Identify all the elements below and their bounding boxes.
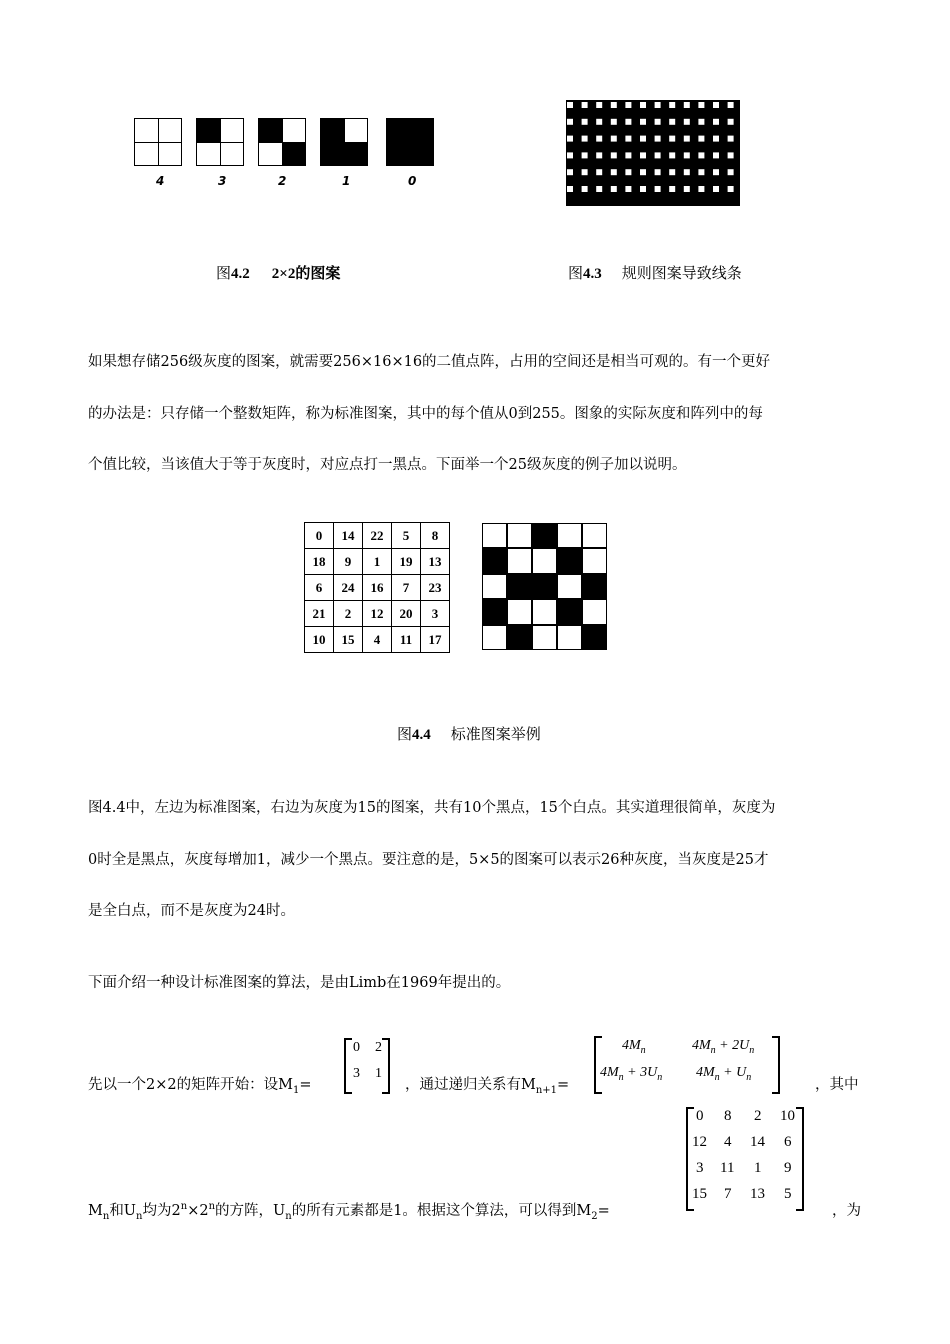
white-dot [582,119,588,125]
m2-cell: 8 [724,1108,732,1124]
figure-4-3-caption: 图4.3 规则图案导致线条 [568,264,742,282]
white-dot [698,136,704,142]
white-dot [582,548,607,573]
white-dot [507,523,532,548]
white-dot [684,186,690,192]
m2-right-bracket [796,1107,804,1211]
matrix-cell: 13 [421,549,450,575]
white-dot [669,136,675,142]
matrix-cell: 16 [363,575,392,601]
white-dot [582,102,588,108]
pattern-tile-3 [196,118,244,166]
white-dot [713,152,719,158]
para2-line2: 0时全是黑点，灰度每增加1，减少一个黑点。要注意的是，5×5的图案可以表示26种灰度，当灰度是25才 [88,852,769,868]
white-dot [728,119,734,125]
matrix-cell: 8 [421,523,450,549]
tile-label-0: 0 [408,174,417,188]
white-dot [625,102,631,108]
white-dot [640,136,646,142]
white-dot [567,102,573,108]
white-dot [582,599,607,624]
white-dot [625,169,631,175]
white-dot [596,169,602,175]
white-dot [713,102,719,108]
matrix-cell: 5 [392,523,421,549]
para4-start: 先以一个2×2的矩阵开始：设$M_1=$ [88,1077,312,1096]
mn1-right-bracket [772,1036,780,1094]
matrix-cell: 15 [334,627,363,653]
white-dot [698,152,704,158]
tile-label-1: 1 [342,174,351,188]
white-dot [611,152,617,158]
para3-line1: 下面介绍一种设计标准图案的算法，是由Limb在1969年提出的。 [88,975,511,991]
matrix-cell: 3 [421,601,450,627]
black-dot [507,625,532,650]
white-dot [567,169,573,175]
white-dot [557,574,582,599]
figure-4-2-caption: 图4.2 2×2的图案 [216,264,341,282]
white-dot [482,625,507,650]
para1-line2: 的办法是：只存储一个整数矩阵，称为标准图案，其中的每个值从0到255。图象的实际灰度和阵列中的每 [88,406,763,422]
white-dot [713,186,719,192]
m2-cell: 7 [724,1186,732,1202]
white-dot [557,523,582,548]
m2-cell: 4 [724,1134,732,1150]
white-dot [640,186,646,192]
white-dot [684,119,690,125]
white-dot [728,169,734,175]
m1-right-bracket [382,1038,390,1094]
white-dot [728,152,734,158]
m2-cell: 9 [784,1160,792,1176]
mn1-r1c1: $4M_n$ [622,1038,646,1056]
white-dot [684,136,690,142]
m2-cell: 6 [784,1134,792,1150]
white-dot [567,152,573,158]
para1-line1: 如果想存储256级灰度的图案，就需要256×16×16的二值点阵，占用的空间还是相当可观的。有一个更好 [88,354,771,370]
white-dot [625,186,631,192]
para2-line1: 图4.4中，左边为标准图案，右边为灰度为15的图案，共有10个黑点，15个白点。其实道理很简单，灰度为 [88,800,776,816]
white-dot [698,102,704,108]
pattern-tile-4 [134,118,182,166]
matrix-cell: 11 [392,627,421,653]
white-dot [684,152,690,158]
white-dot [596,119,602,125]
m2-cell: 5 [784,1186,792,1202]
black-dot [557,599,582,624]
pattern-tile-2 [258,118,306,166]
matrix-cell: 1 [363,549,392,575]
white-dot [713,136,719,142]
para4-mid: ，通过递归关系有$M_{n+1}=$ [405,1077,570,1096]
white-dot [698,119,704,125]
matrix-cell: 17 [421,627,450,653]
matrix-cell: 12 [363,601,392,627]
m1-r1c1: 0 [353,1040,360,1055]
white-dot [611,119,617,125]
tile-label-3: 3 [218,174,227,188]
matrix-cell: 22 [363,523,392,549]
white-dot [655,102,661,108]
matrix-cell: 24 [334,575,363,601]
matrix-cell: 7 [392,575,421,601]
m2-cell: 3 [696,1160,704,1176]
m2-cell: 15 [692,1186,707,1202]
black-dot [507,574,532,599]
para2-line3: 是全白点，而不是灰度为24时。 [88,903,295,919]
white-dot [640,169,646,175]
white-dot [669,186,675,192]
white-dot [684,169,690,175]
white-dot [582,169,588,175]
white-dot [640,119,646,125]
black-dot [582,625,607,650]
matrix-cell: 10 [305,627,334,653]
matrix-cell: 21 [305,601,334,627]
white-dot [582,186,588,192]
white-dot [698,186,704,192]
white-dot [611,169,617,175]
pattern-tile-1 [320,118,368,166]
black-dot [482,599,507,624]
tile-label-2: 2 [278,174,287,188]
m2-cell: 1 [754,1160,762,1176]
black-dot [532,523,557,548]
white-dot [655,136,661,142]
white-dot [596,152,602,158]
white-dot [582,152,588,158]
m1-r1c2: 2 [375,1040,382,1055]
white-dot [557,625,582,650]
para4-end: ，其中 [815,1077,859,1093]
black-dot [557,548,582,573]
white-dot [582,136,588,142]
white-dot [728,136,734,142]
m2-cell: 12 [692,1134,707,1150]
white-dot [713,119,719,125]
matrix-cell: 14 [334,523,363,549]
white-dot [532,625,557,650]
matrix-cell: 2 [334,601,363,627]
m2-cell: 0 [696,1108,704,1124]
matrix-cell: 19 [392,549,421,575]
mn1-r1c2: $4M_n + 2U_n$ [692,1038,755,1056]
white-dot [567,186,573,192]
white-dot [713,169,719,175]
white-dot [507,599,532,624]
white-dot [596,102,602,108]
white-dot [728,102,734,108]
white-dot [655,152,661,158]
white-dot [669,152,675,158]
white-dot [655,186,661,192]
gray15-pattern [482,523,607,650]
para5-text: $M_n$和$U_n$均为$2^n\times 2^n$的方阵，$U_n$的所有元素都是1。根据这个算法，可以得到$M_2=$ [88,1201,610,1222]
white-dot [655,169,661,175]
white-dot [532,599,557,624]
mn1-r2c2: $4M_n + U_n$ [696,1065,752,1083]
tile-label-4: 4 [156,174,165,188]
pattern-tile-0 [386,118,434,166]
white-dot [611,186,617,192]
white-dot [611,102,617,108]
m2-cell: 13 [750,1186,765,1202]
white-dot [669,102,675,108]
black-dot [582,574,607,599]
m2-cell: 10 [780,1108,795,1124]
para1-line3: 个值比较，当该值大于等于灰度时，对应点打一黑点。下面举一个25级灰度的例子加以说明。 [88,457,687,473]
figure-4-4-caption: 图4.4 标准图案举例 [397,725,541,743]
white-dot [625,119,631,125]
m1-r2c1: 3 [353,1066,360,1081]
black-dot [532,574,557,599]
matrix-cell: 6 [305,575,334,601]
white-dot [567,119,573,125]
white-dot [567,136,573,142]
white-dot [611,136,617,142]
white-dot [655,119,661,125]
white-dot [482,523,507,548]
black-dot [482,548,507,573]
matrix-cell: 0 [305,523,334,549]
white-dot [625,152,631,158]
white-dot [532,548,557,573]
matrix-cell: 4 [363,627,392,653]
mn1-r2c1: $4M_n + 3U_n$ [600,1065,663,1083]
m1-r2c2: 1 [375,1066,382,1081]
m2-cell: 14 [750,1134,765,1150]
white-dot [698,169,704,175]
m2-cell: 2 [754,1108,762,1124]
white-dot [582,523,607,548]
white-dot [640,102,646,108]
white-dot [640,152,646,158]
standard-pattern-matrix [304,522,450,653]
white-dot [596,186,602,192]
m2-cell: 11 [720,1160,735,1176]
matrix-cell: 20 [392,601,421,627]
white-dot [596,136,602,142]
white-dot [669,119,675,125]
para5-end: ，为 [832,1203,861,1219]
white-dot [625,136,631,142]
matrix-cell: 18 [305,549,334,575]
white-dot [507,548,532,573]
white-dot [684,102,690,108]
matrix-cell: 23 [421,575,450,601]
matrix-cell: 9 [334,549,363,575]
figure-4-3 [566,100,740,206]
white-dot [482,574,507,599]
white-dot [669,169,675,175]
m1-left-bracket [344,1038,352,1094]
white-dot [728,186,734,192]
